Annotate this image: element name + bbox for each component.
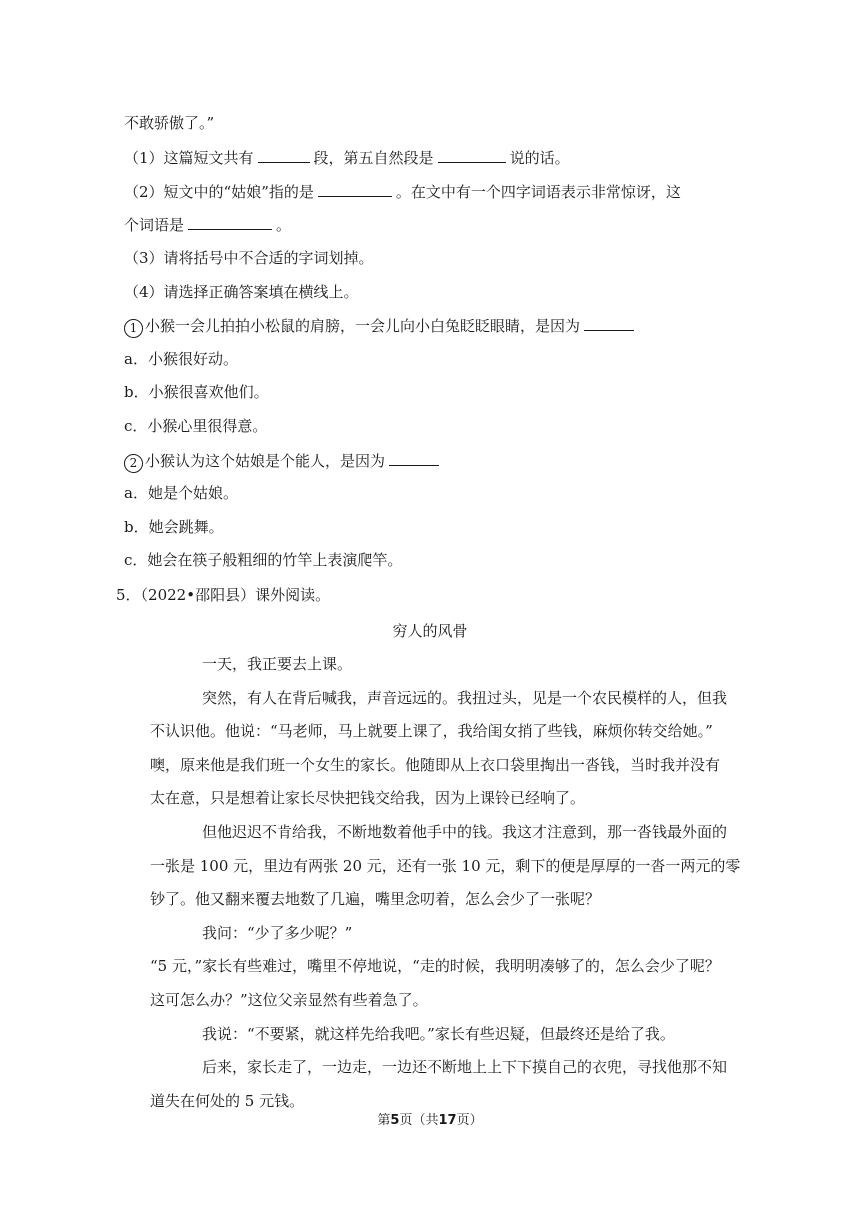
question-1 xyxy=(124,147,744,168)
option: c．小猴心里很得意。 xyxy=(124,417,268,435)
page-total: 17 xyxy=(438,1113,457,1128)
answer-blank[interactable] xyxy=(389,450,439,466)
question-2-text: 。 xyxy=(276,216,292,234)
option: a．小猴很好动。 xyxy=(124,350,238,368)
question-2 xyxy=(124,181,744,202)
choice-2 xyxy=(124,450,744,473)
choice-1 xyxy=(124,315,744,338)
choice-2-text: 小猴认为这个姑娘是个能人，是因为 xyxy=(145,452,386,470)
answer-blank[interactable] xyxy=(318,181,392,197)
question-2-text: 个词语是 xyxy=(124,216,185,234)
footer-text: 页） xyxy=(456,1113,483,1128)
question-4: （4）请选择正确答案填在横线上。 xyxy=(124,283,359,301)
question-5: 5．（2022•邵阳县）课外阅读。 xyxy=(116,586,331,604)
question-1-text: 说的话。 xyxy=(509,149,570,167)
story-title: 穷人的风骨 xyxy=(392,622,468,640)
question-1-text: （1）这篇短文共有 xyxy=(124,149,254,167)
paragraph-line: 一张是 100 元，里边有两张 20 元，还有一张 10 元，剩下的便是厚厚的一沓一两元的零 xyxy=(150,857,741,875)
paragraph-line: 不认识他。他说：“马老师，马上就要上课了，我给闺女捎了些钱，麻烦你转交给她。” xyxy=(150,722,713,740)
option: c．她会在筷子般粗细的竹竿上表演爬竿。 xyxy=(124,551,403,569)
question-2-text: （2）短文中的“姑娘”指的是 xyxy=(124,183,314,201)
answer-blank[interactable] xyxy=(188,214,272,230)
paragraph-line: 钞了。他又翻来覆去地数了几遍，嘴里念叨着，怎么会少了一张呢？ xyxy=(150,890,601,908)
paragraph-line: 道失在何处的 5 元钱。 xyxy=(150,1092,305,1110)
paragraph-line: 一天，我正要去上课。 xyxy=(202,655,353,673)
paragraph-line: 我说：“不要紧，就这样先给我吧。”家长有些迟疑，但最终还是给了我。 xyxy=(202,1025,675,1043)
page-footer xyxy=(0,1109,860,1128)
answer-blank[interactable] xyxy=(258,147,310,163)
option: a．她是个姑娘。 xyxy=(124,484,238,502)
option: b．她会跳舞。 xyxy=(124,518,224,536)
question-1-text: 段，第五自然段是 xyxy=(313,149,434,167)
circled-number: 2 xyxy=(124,454,143,473)
question-2-text: 。在文中有一个四字词语表示非常惊讶，这 xyxy=(395,183,681,201)
paragraph-line: 突然，有人在背后喊我，声音远远的。我扭过头，见是一个农民模样的人，但我 xyxy=(202,689,728,707)
paragraph-line: 这可怎么办？”这位父亲显然有些着急了。 xyxy=(150,991,428,1009)
question-2-cont xyxy=(124,214,744,235)
page-number: 5 xyxy=(390,1113,400,1128)
answer-blank[interactable] xyxy=(584,315,634,331)
footer-text: 页（共 xyxy=(399,1113,439,1128)
paragraph-line: 我问：“少了多少呢？” xyxy=(202,924,353,942)
footer-text: 第 xyxy=(377,1113,391,1128)
paragraph-line: 太在意，只是想着让家长尽快把钱交给我，因为上课铃已经响了。 xyxy=(150,789,586,807)
option: b．小猴很喜欢他们。 xyxy=(124,383,269,401)
choice-1-text: 小猴一会儿拍拍小松鼠的肩膀，一会儿向小白兔眨眨眼睛，是因为 xyxy=(145,317,581,335)
paragraph-line: 后来，家长走了，一边走，一边还不断地上上下下摸自己的衣兜，寻找他那不知 xyxy=(202,1058,728,1076)
paragraph-line: 但他迟迟不肯给我，不断地数着他手中的钱。我这才注意到，那一沓钱最外面的 xyxy=(202,823,728,841)
answer-blank[interactable] xyxy=(438,147,506,163)
question-3: （3）请将括号中不合适的字词划掉。 xyxy=(124,249,374,267)
circled-number: 1 xyxy=(124,319,143,338)
paragraph-line: “5 元，”家长有些难过，嘴里不停地说，“走的时候，我明明凑够了的，怎么会少了呢？ xyxy=(150,957,720,975)
text-line: 不敢骄傲了。” xyxy=(124,114,215,132)
paragraph-line: 噢，原来他是我们班一个女生的家长。他随即从上衣口袋里掏出一沓钱，当时我并没有 xyxy=(150,756,721,774)
